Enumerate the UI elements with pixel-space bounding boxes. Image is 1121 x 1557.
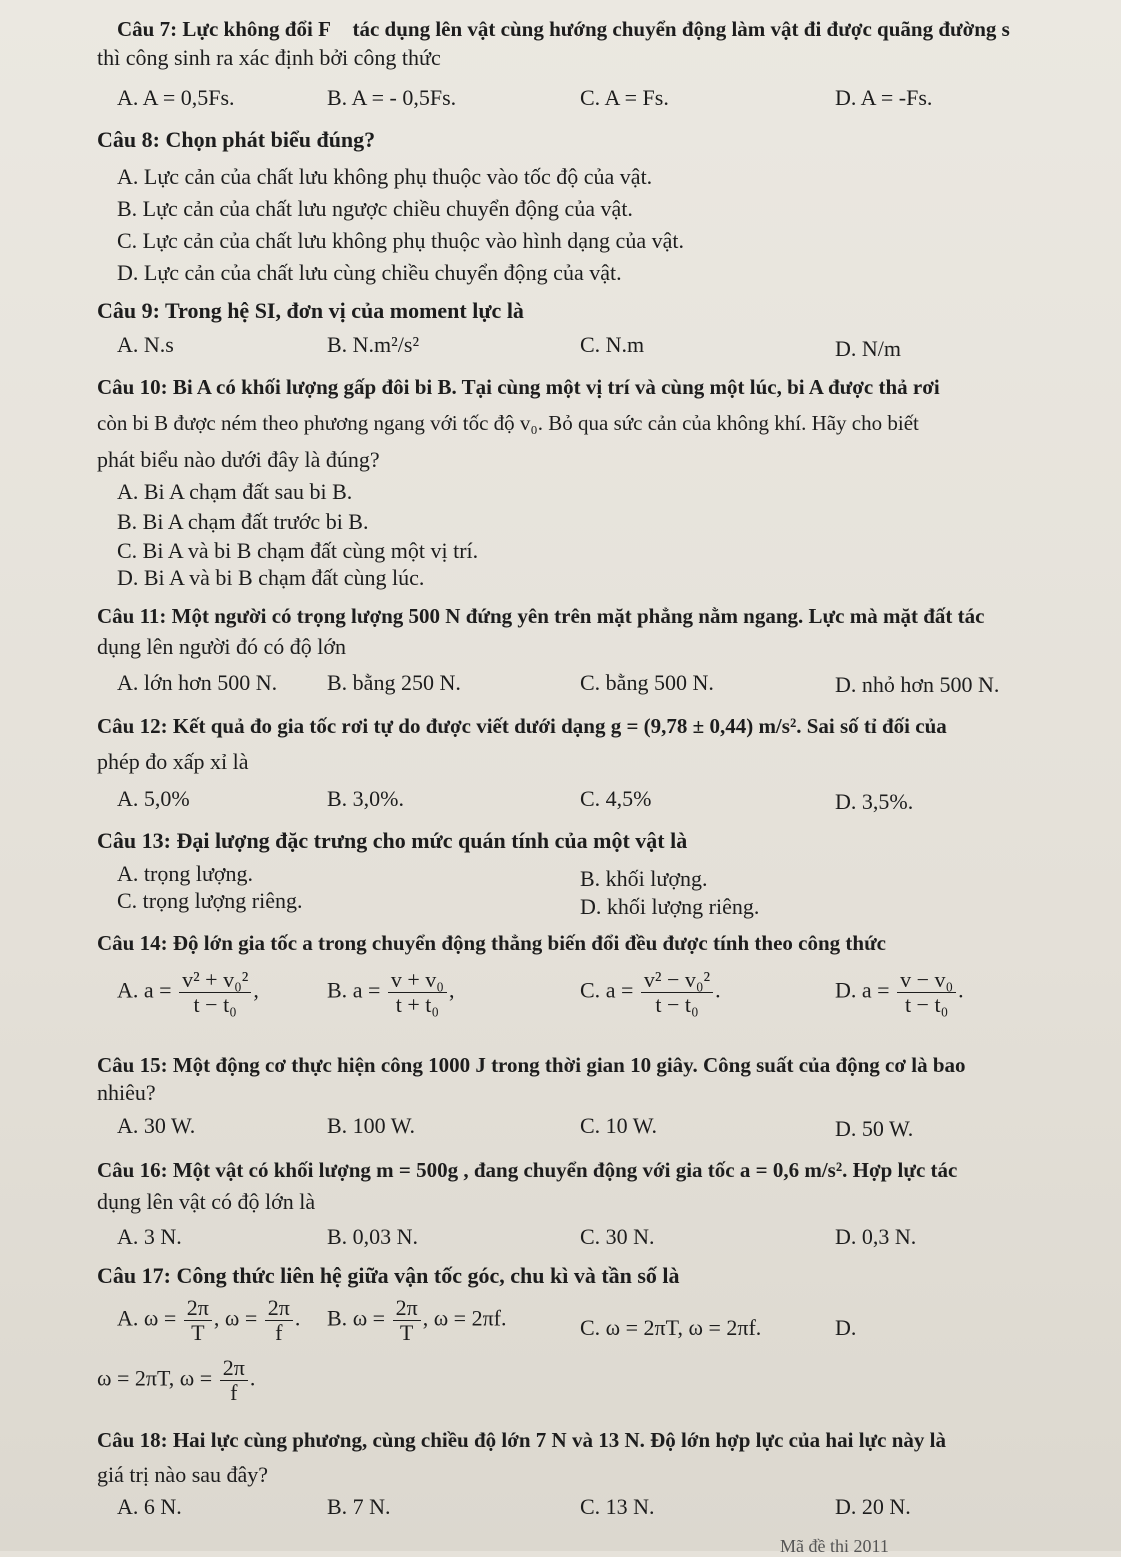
q17-option-d xyxy=(97,1356,255,1405)
option-label: A. xyxy=(117,977,139,1003)
q17-option-a xyxy=(117,1296,300,1345)
fraction xyxy=(393,1296,421,1345)
q16-option-c: C. 30 N. xyxy=(580,1224,655,1249)
q16-option-a: A. 3 N. xyxy=(117,1224,182,1249)
q14-stem: Câu 14: Độ lớn gia tốc a trong chuyển động thẳng biến đổi đều được tính theo công thức xyxy=(97,931,887,955)
q11-option-a: A. lớn hơn 500 N. xyxy=(117,670,278,695)
option-label: C. xyxy=(580,977,601,1003)
formula-lhs: a = xyxy=(605,977,634,1003)
q12-stem-line2: phép đo xấp xỉ là xyxy=(97,749,249,774)
q8-option-a: A. Lực cản của chất lưu không phụ thuộc vào tốc độ của vật. xyxy=(117,164,653,189)
q12-option-b: B. 3,0%. xyxy=(327,786,404,811)
denominator: f xyxy=(275,1320,283,1345)
denominator: f xyxy=(230,1380,238,1405)
fraction xyxy=(179,968,251,1017)
option-label: D. xyxy=(835,977,857,1003)
formula-lhs: a = xyxy=(861,977,890,1003)
punctuation: . xyxy=(294,1305,301,1331)
punctuation: . xyxy=(958,977,964,1003)
q7-stem-line1: Câu 7: Lực không đổi F⃗ tác dụng lên vật cùng hướng chuyển động làm vật đi được quãng đường s xyxy=(117,17,1010,41)
formula-lhs: a = xyxy=(143,977,172,1003)
punctuation: , xyxy=(448,977,455,1003)
denominator: T xyxy=(399,1320,414,1345)
denominator: t + t₀ xyxy=(395,992,440,1017)
q18-option-d: D. 20 N. xyxy=(835,1494,911,1519)
q18-stem-line1: Câu 18: Hai lực cùng phương, cùng chiều độ lớn 7 N và 13 N. Độ lớn hợp lực của hai lực này là xyxy=(97,1428,946,1452)
numerator: v² − v₀² xyxy=(641,968,713,993)
formula-part: ω = xyxy=(143,1305,177,1331)
q9-option-b: B. N.m²/s² xyxy=(327,332,420,357)
q8-option-d: D. Lực cản của chất lưu cùng chiều chuyển động của vật. xyxy=(117,260,622,285)
q9-option-d: D. N/m xyxy=(835,336,901,361)
q17-option-b xyxy=(327,1296,507,1345)
denominator: t − t₀ xyxy=(655,992,699,1017)
q15-option-b: B. 100 W. xyxy=(327,1113,416,1138)
q15-option-d: D. 50 W. xyxy=(835,1116,914,1141)
q15-option-c: C. 10 W. xyxy=(580,1113,658,1138)
fraction xyxy=(265,1296,293,1345)
q7-option-b: B. A = - 0,5Fs. xyxy=(327,85,457,110)
q12-option-a: A. 5,0% xyxy=(117,786,190,811)
q13-option-d: D. khối lượng riêng. xyxy=(580,894,760,919)
q13-option-c: C. trọng lượng riêng. xyxy=(117,888,303,913)
formula-part: ω = 2πT, ω = xyxy=(97,1365,213,1391)
fraction xyxy=(641,968,713,1017)
denominator: t − t₀ xyxy=(904,992,949,1017)
numerator: 2π xyxy=(265,1296,293,1321)
denominator: t − t₀ xyxy=(193,992,237,1017)
q8-option-b: B. Lực cản của chất lưu ngược chiều chuyển động của vật. xyxy=(117,196,633,221)
q10-stem-line3: phát biểu nào dưới đây là đúng? xyxy=(97,447,380,472)
q8-option-c: C. Lực cản của chất lưu không phụ thuộc vào hình dạng của vật. xyxy=(117,228,684,253)
option-label: B. xyxy=(327,977,348,1003)
formula-part: , ω = 2πf. xyxy=(422,1305,507,1331)
fraction xyxy=(388,968,447,1017)
q18-stem-line2: giá trị nào sau đây? xyxy=(97,1462,269,1487)
q14-option-b xyxy=(327,968,454,1017)
q12-option-d: D. 3,5%. xyxy=(835,789,914,814)
q13-option-a: A. trọng lượng. xyxy=(117,861,253,886)
q7-option-a: A. A = 0,5Fs. xyxy=(117,85,235,110)
q14-option-c xyxy=(580,968,721,1017)
q16-option-d: D. 0,3 N. xyxy=(835,1224,917,1249)
q18-option-c: C. 13 N. xyxy=(580,1494,655,1519)
q11-stem-line2: dụng lên người đó có độ lớn xyxy=(97,634,347,659)
q10-option-b: B. Bi A chạm đất trước bi B. xyxy=(117,509,369,534)
option-label: B. xyxy=(327,1305,348,1331)
q10-option-d: D. Bi A và bi B chạm đất cùng lúc. xyxy=(117,565,425,590)
punctuation: , xyxy=(253,977,259,1003)
q17-option-d-label: D. xyxy=(835,1315,857,1340)
punctuation: . xyxy=(249,1365,256,1391)
q11-stem-line1: Câu 11: Một người có trọng lượng 500 N đứng yên trên mặt phẳng nằm ngang. Lực mà mặt đất tác xyxy=(97,604,985,628)
numerator: v + v₀ xyxy=(388,968,447,993)
q16-stem-line1: Câu 16: Một vật có khối lượng m = 500g , đang chuyển động với gia tốc a = 0,6 m/s². Hợp lực tác xyxy=(97,1158,958,1182)
numerator: 2π xyxy=(393,1296,421,1321)
q9-stem: Câu 9: Trong hệ SI, đơn vị của moment lực là xyxy=(97,298,524,323)
punctuation: . xyxy=(715,977,721,1003)
fraction xyxy=(897,968,956,1017)
formula-lhs: a = xyxy=(352,977,381,1003)
numerator: 2π xyxy=(184,1296,212,1321)
q7-option-d: D. A = -Fs. xyxy=(835,85,933,110)
q10-stem-line2: còn bi B được ném theo phương ngang với tốc độ v₀. Bỏ qua sức cản của không khí. Hãy cho biết xyxy=(97,411,919,435)
q17-option-c: C. ω = 2πT, ω = 2πf. xyxy=(580,1315,762,1340)
q10-stem-line1: Câu 10: Bi A có khối lượng gấp đôi bi B. Tại cùng một vị trí và cùng một lúc, bi A được thả rơi xyxy=(97,375,940,399)
q7-option-c: C. A = Fs. xyxy=(580,85,669,110)
q9-option-a: A. N.s xyxy=(117,332,174,357)
q15-stem-line1: Câu 15: Một động cơ thực hiện công 1000 J trong thời gian 10 giây. Công suất của động cơ là bao xyxy=(97,1053,966,1077)
q17-stem: Câu 17: Công thức liên hệ giữa vận tốc góc, chu kì và tần số là xyxy=(97,1263,680,1288)
q7-stem-line2: thì công sinh ra xác định bởi công thức xyxy=(97,45,441,70)
q12-option-c: C. 4,5% xyxy=(580,786,652,811)
q14-option-a xyxy=(117,968,259,1017)
q11-option-d: D. nhỏ hơn 500 N. xyxy=(835,672,1000,697)
q12-stem-line1: Câu 12: Kết quả đo gia tốc rơi tự do được viết dưới dạng g = (9,78 ± 0,44) m/s². Sai số tỉ đối của xyxy=(97,714,947,738)
q14-option-d xyxy=(835,968,964,1017)
q18-option-a: A. 6 N. xyxy=(117,1494,182,1519)
q13-option-b: B. khối lượng. xyxy=(580,866,708,891)
numerator: v² + v₀² xyxy=(179,968,251,993)
q15-stem-line2: nhiêu? xyxy=(97,1080,156,1105)
q10-option-a: A. Bi A chạm đất sau bi B. xyxy=(117,479,353,504)
q16-option-b: B. 0,03 N. xyxy=(327,1224,419,1249)
numerator: 2π xyxy=(220,1356,248,1381)
fraction xyxy=(220,1356,248,1405)
q8-stem: Câu 8: Chọn phát biểu đúng? xyxy=(97,127,376,152)
q11-option-c: C. bằng 500 N. xyxy=(580,670,714,695)
formula-part: , ω = xyxy=(213,1305,258,1331)
q13-stem: Câu 13: Đại lượng đặc trưng cho mức quán tính của một vật là xyxy=(97,828,688,853)
fraction xyxy=(184,1296,212,1345)
q16-stem-line2: dụng lên vật có độ lớn là xyxy=(97,1189,316,1214)
formula-part: ω = xyxy=(352,1305,386,1331)
q18-option-b: B. 7 N. xyxy=(327,1494,391,1519)
footer-exam-code: Mã đề thi 2011 xyxy=(780,1536,889,1556)
q9-option-c: C. N.m xyxy=(580,332,645,357)
q15-option-a: A. 30 W. xyxy=(117,1113,196,1138)
q11-option-b: B. bằng 250 N. xyxy=(327,670,461,695)
numerator: v − v₀ xyxy=(897,968,956,993)
denominator: T xyxy=(191,1320,205,1345)
q10-option-c: C. Bi A và bi B chạm đất cùng một vị trí. xyxy=(117,538,479,563)
option-label: A. xyxy=(117,1305,139,1331)
